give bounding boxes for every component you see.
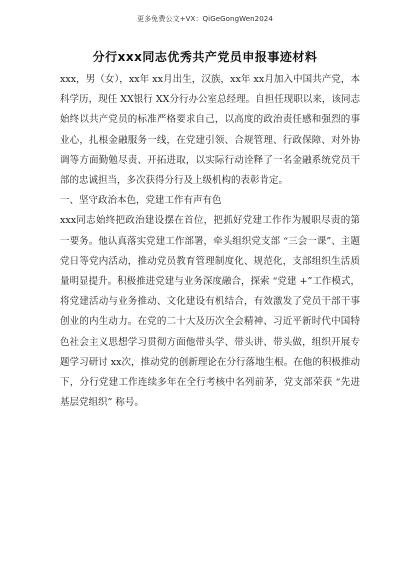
document-body — [60, 70, 360, 413]
document-title: 分行xxx同志优秀共产党员申报事迹材料 — [92, 50, 318, 64]
intro-paragraph: xxx，男（女），xx年 xx月出生，汉族，xx年 xx月加入中国共产党，本科学历，现任 XX银行 XX分行办公室总经理。自担任现职以来，该同志始终以共产党员的标准严格要求自己，以高度的政治责任感和强烈的事业心，扎根金融服务一线，在党建引领、合规管理、行政保障、对外协调等方面勤勉尽责、开拓进取，以实际行动诠释了一名金融系统党员干部的忠诚担当，多次获得分行及上级机构的表彰肯定。 — [60, 74, 360, 187]
section-heading: 一、坚守政治本色，党建工作有声有色 — [60, 195, 222, 207]
header-note: 更多免费公文+VX：QiGeGongWen2024 — [137, 15, 273, 23]
section-paragraph: xxx同志始终把政治建设摆在首位，把抓好党建工作作为履职尽责的第一要务。他认真落实党建工作部署，牵头组织党支部 “三会一课”、主题党日等党内活动，推动党员教育管理制度化、规范化，支部组织生活质量明显提升。积极推进党建与业务深度融合，探索 “党建 +”工作模式，将党建活动与业务推动、文化建设有机结合，有效激发了党员干部干事创业的内生动力。在党的二十大及历次全会精神、习近平新时代中国特色社会主义思想学习贯彻方面他带头学、带头讲、带头做，组织开展专题学习研讨 xx次，推动党的创新理论在分行落地生根。在他的积极推动下，分行党建工作连续多年在全行考核中名列前茅，党支部荣获 “先进基层党组织” 称号。 — [60, 215, 360, 409]
